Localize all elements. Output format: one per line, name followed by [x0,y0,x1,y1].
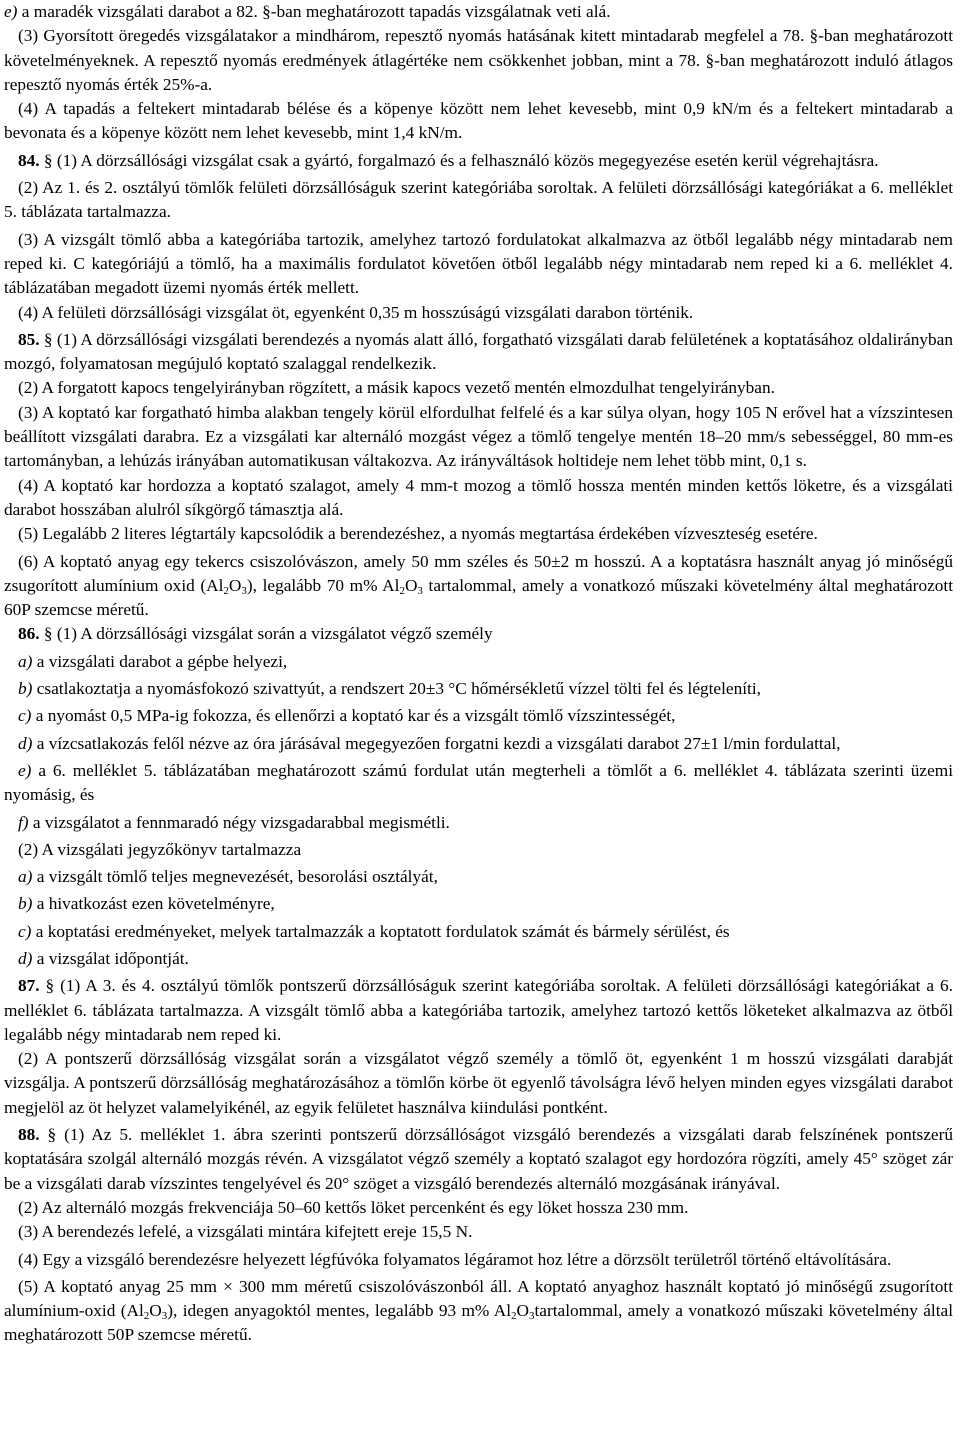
section-number: 88. [18,1125,40,1145]
paragraph-84-2 [4,176,953,225]
item-text: a 6. melléklet 5. táblázatában meghatározott számú fordulat után megterheli a tömlőt a 6. melléklet 4. táblázata szerinti üzemi nyomásig, és [4,760,953,805]
section-86-1 [4,622,953,646]
paragraph-text: (2) Az alternáló mozgás frekvenciája 50–60 kettős löket percenként és egy löket hossza 230 mm. [18,1197,689,1217]
paragraph-text: (4) Egy a vizsgáló berendezésre helyezett légfúvóka folyamatos légáramot hoz létre a dörzsölt területről történő eltávolítására. [18,1249,892,1269]
paragraph-87-2 [4,1047,953,1120]
paragraph-88-5 [4,1275,953,1348]
item-text: a nyomást 0,5 MPa-ig fokozza, és ellenőrzi a koptató kar és a vizsgált tömlő vízszintességét, [31,706,676,726]
section-85-1 [4,328,953,377]
paragraph-text: (2) A forgatott kapocs tengelyirányban rögzített, a másik kapocs vezető mentén elmozdulhat tengelyirányban. [18,378,775,398]
paragraph-text: (5) A koptató anyag 25 mm × 300 mm méretű csiszolóvászonból áll. A koptató anyaghoz használt koptató jó minőségű zsugorított alumínium-oxid (Al [4,1276,953,1321]
section-88-1 [4,1123,953,1196]
paragraph-text: ), legalább 70 m% Al [246,575,400,595]
section-84-1 [4,149,953,173]
item-text: a vizsgálati darabot a gépbe helyezi, [32,651,288,671]
paragraph-85-3 [4,401,953,474]
paragraph-83-3 [4,24,953,97]
item-label: f) [18,812,29,832]
paragraph-85-4 [4,474,953,523]
paragraph-text: § (1) A dörzsállósági vizsgálat során a vizsgálatot végző személy [39,624,493,644]
paragraph-text: (3) A vizsgált tömlő abba a kategóriába tartozik, amelyhez tartozó fordulatokat alkalmazva az ötből legalább négy mintadarab nem reped ki. C kategóriájú a tömlő, ha a maximális fordulatot követően ötből legalább négy mintadarab nem reped ki a 6. melléklet 4. táblázatában megadott üzemi nyomás érték mellett. [4,229,953,298]
subscript: 3 [241,584,247,597]
paragraph-text: (4) A felületi dörzsállósági vizsgálat öt, egyenként 0,35 m hosszúságú vizsgálati darabon történik. [18,302,694,322]
paragraph-text: (2) A pontszerű dörzsállóság vizsgálat során a vizsgálatot végző személy a tömlő öt, egyenként 1 m hosszú vizsgálati darabját vizsgálja. A pontszerű dörzsállóság meghatározásához a tömlőn körbe öt egyenlő távolságra lévő helyen minden egyes vizsgálati darabot megjelöl az öt helyzet valamelyikénél, az egyik felületet használva kiindulási pontként. [4,1049,953,1117]
paragraph-text: (2) A vizsgálati jegyzőkönyv tartalmazza [18,839,302,859]
formula-part: O [404,575,418,595]
item-label: b) [18,894,33,914]
report-item-a [4,865,953,889]
paragraph-83-4 [4,97,953,146]
formula-part: O [149,1301,162,1321]
paragraph-text: (3) Gyorsított öregedés vizsgálatakor a mindhárom, repesztő nyomás hatásának kitett mintadarab megfelel a 78. §-ban meghatározott követelményeknek. A repesztő nyomás eredmények átlagértéke nem csökkenhet jobban, mint a 78. §-ban meghatározott induló átlagos repesztő nyomás érték 25%-a. [4,26,953,94]
item-text: a vizsgált tömlő teljes megnevezését, besorolási osztályát, [32,867,438,887]
formula-part: O [228,575,242,595]
subscript: 3 [529,1310,535,1323]
subscript: 2 [143,1310,150,1323]
item-label: d) [18,948,33,968]
paragraph-text: tartalommal, amely a vonatkozó műszaki követelmény által meghatározott 60P szemcse méretű. [4,575,953,620]
paragraph-text: (3) A koptató kar forgatható himba alakban tengely körül elfordulhat felfelé és a kar súlya olyan, hogy 105 N erővel hat a vízszintesen beállított vizsgálati darabra. Ez a vizsgálati kar alternáló mozgást végez a tömlő tengelye mentén 18–20 mm/s sebességgel, 80 mm-es tartományban, a lehúzás irányában automatikusan váltakozva. Az irányváltások holtideje nem lehet több mint, 0,1 s. [4,402,953,471]
item-label: a) [18,867,33,887]
item-text: a vizsgálat időpontját. [32,948,189,968]
paragraph-text: tartalommal, amely a vonatkozó műszaki követelmény által meghatározott 50P szemcse méretű. [4,1301,953,1345]
paragraph-85-6 [4,550,953,623]
paragraph-text: § (1) A dörzsállósági vizsgálat csak a gyártó, forgalmazó és a felhasználó közös megegyezése esetén kerül végrehajtásra. [39,150,879,170]
item-label: c) [18,706,32,726]
item-label: d) [18,733,33,753]
item-text: csatlakoztatja a nyomásfokozó szivattyút, a rendszert 20±3 °C hőmérsékletű vízzel tölti fel és légteleníti, [32,679,761,699]
paragraph-88-3 [4,1220,953,1244]
list-item-c [4,704,953,728]
list-item-d [4,732,953,756]
list-item-a [4,650,953,674]
subscript: 2 [511,1310,517,1323]
section-number: 84. [18,150,40,170]
paragraph-text: ), idegen anyagoktól mentes, legalább 93 m% Al [167,1301,512,1321]
item-label: c) [18,921,32,941]
item-text: a hivatkozást ezen követelményre, [32,894,275,914]
section-number: 87. [18,976,40,996]
paragraph-text: (2) Az 1. és 2. osztályú tömlők felületi dörzsállóságuk szerint kategóriába soroltak. A felületi dörzsállósági kategóriákat a 6. melléklet 5. táblázata tartalmazza. [4,178,953,222]
paragraph-text: (6) A koptató anyag egy tekercs csiszolóvászon, amely 50 mm széles és 50±2 m hosszú. A a koptatásra használt anyag jó minőségű zsugorított alumínium oxid (Al [4,551,953,595]
paragraph-88-2 [4,1196,953,1220]
report-item-d [4,947,953,971]
paragraph-84-3 [4,228,953,301]
section-number: 85. [18,329,40,349]
paragraph-85-5 [4,522,953,546]
paragraph-86-2 [4,838,953,862]
subscript: 2 [223,584,229,597]
paragraph-text: § (1) A 3. és 4. osztályú tömlők pontszerű dörzsállóságuk szerint kategóriába soroltak. A felületi dörzsállósági kategóriákat a 6. melléklet 6. táblázata tartalmazza. A vizsgált tömlő abba a kategóriába tartozik, amelyhez tartozó kettős löketeket alkalmazva az ötből legalább négy mintadarab nem reped ki. [4,976,953,1044]
section-number: 86. [18,624,40,644]
item-text: a maradék vizsgálati darabot a 82. §-ban meghatározott tapadás vizsgálatnak veti alá. [17,2,611,21]
paragraph-88-4 [4,1248,953,1272]
item-label: e) [18,760,32,780]
report-item-c [4,920,953,944]
subscript: 2 [399,584,405,597]
report-item-b [4,892,953,916]
subscript: 3 [417,584,423,597]
paragraph-text: (4) A tapadás a feltekert mintadarab bélése és a köpenye között nem lehet kevesebb, mint 0,9 kN/m és a feltekert mintadarab a bevonata és a köpenye között nem lehet kevesebb, mint 1,4 kN/m. [4,99,953,143]
item-text: a vizsgálatot a fennmaradó négy vizsgadarabbal megismétli. [28,812,450,832]
paragraph-text: (4) A koptató kar hordozza a koptató szalagot, amely 4 mm-t mozog a tömlő hossza mentén minden kettős löketre, és a vizsgálati darabot hosszában alulról síkgörgő támasztja alá. [4,475,953,519]
paragraph-85-2 [4,376,953,400]
paragraph-text: § (1) A dörzsállósági vizsgálati berendezés a nyomás alatt álló, forgatható vizsgálati darab felületének a koptatásához oldalirányban mozgó, folyamatosan megújuló koptató szalaggal rendelkezik. [4,329,953,374]
paragraph-text: (5) Legalább 2 literes légtartály kapcsolódik a berendezéshez, a nyomás megtartása érdekében vízveszteség esetére. [18,524,818,544]
paragraph-84-4 [4,301,953,325]
item-text: a koptatási eredményeket, melyek tartalmazzák a koptatott fordulatok számát és bármely sérülést, és [31,921,730,941]
list-item-b [4,677,953,701]
subscript: 3 [161,1310,168,1323]
item-label: e) [4,2,18,21]
item-label: b) [18,679,33,699]
formula-part: O [516,1301,529,1321]
item-label: a) [18,651,33,671]
paragraph-text: § (1) Az 5. melléklet 1. ábra szerinti pontszerű dörzsállóságot vizsgáló berendezés a vizsgálati darab felszínének pontszerű koptatására szolgál alternáló mozgás révén. A vizsgálatot végző személy a koptató szalagot egy hordozóra rögzíti, amely 45° szöget zár be a vizsgálati darab vízszintes tengelyével és 20° szöget a vizsgáló berendezés alternáló mozgásának irányával. [4,1125,953,1193]
paragraph-text: (3) A berendezés lefelé, a vizsgálati mintára kifejtett ereje 15,5 N. [18,1222,473,1242]
item-text: a vízcsatlakozás felől nézve az óra járásával megegyezően forgatni kezdi a vizsgálati darabot 27±1 l/min fordulattal, [32,733,841,753]
list-item-e [4,759,953,808]
section-87-1 [4,974,953,1047]
paragraph-list-item-e [4,0,953,24]
list-item-f [4,811,953,835]
